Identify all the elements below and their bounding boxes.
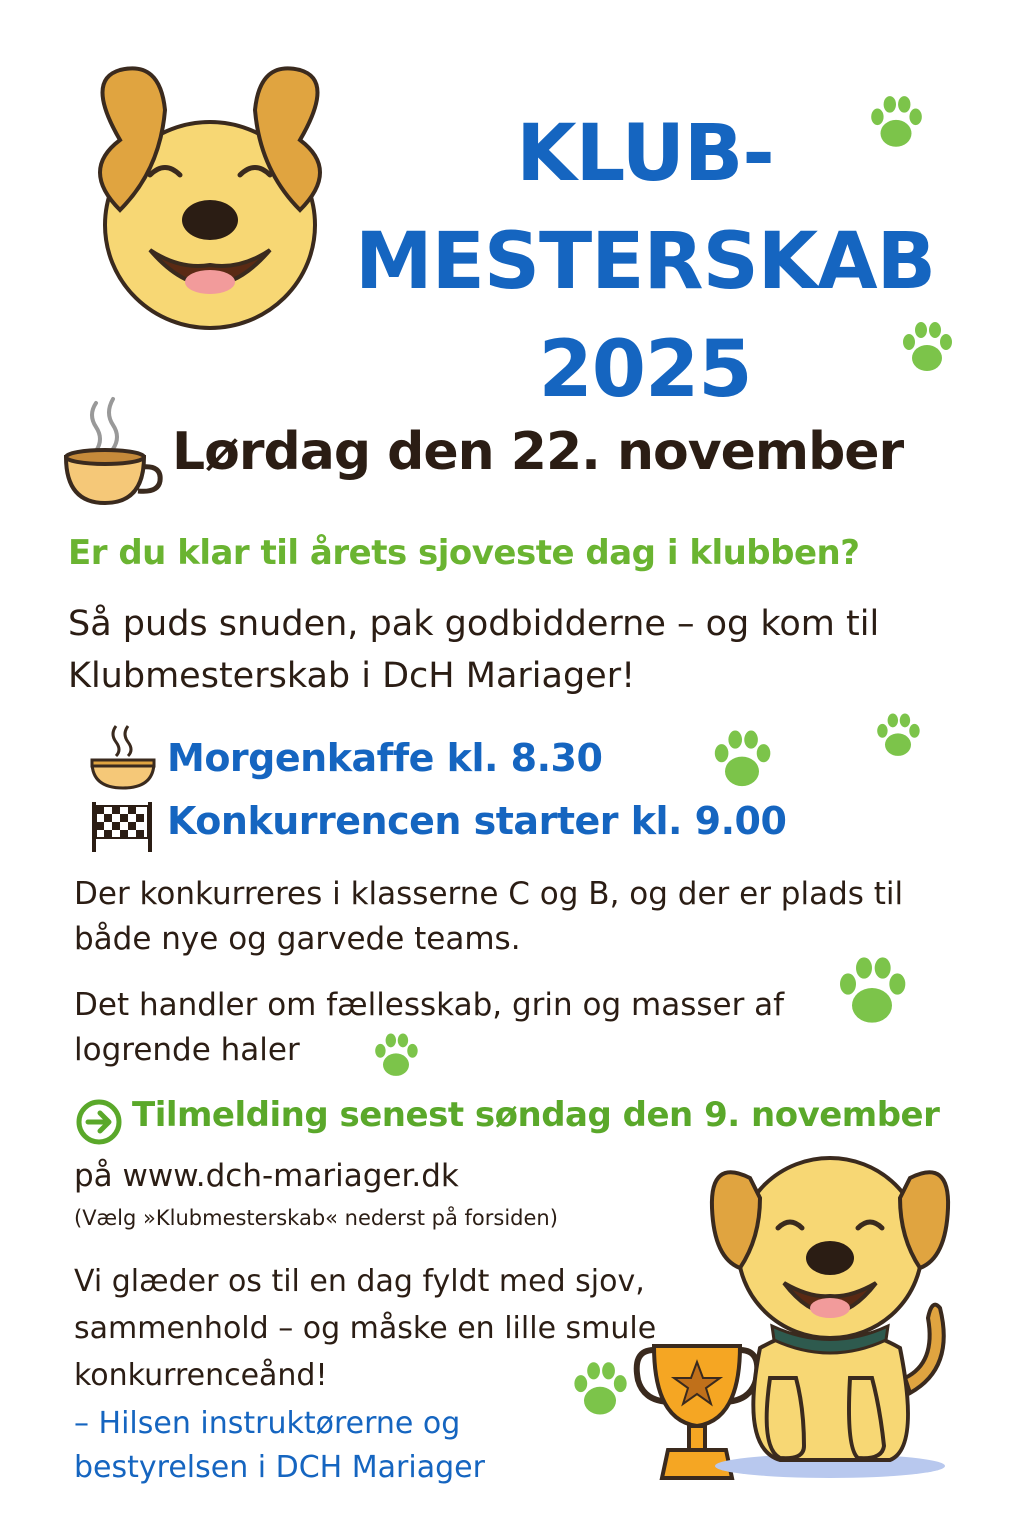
closing-text: Vi glæder os til en dag fyldt med sjov, sammenhold – og måske en lille smule konkurrenceånd! [74, 1264, 657, 1393]
coffee-bowl-icon [88, 722, 158, 792]
event-date: Lørdag den 22. november [172, 422, 904, 482]
registration-url[interactable]: på www.dch-mariager.dk [74, 1158, 459, 1194]
page-title [345, 100, 945, 424]
schedule-item-coffee: Morgenkaffe kl. 8.30 [167, 736, 603, 780]
finish-flag-icon [90, 800, 154, 854]
paw-print-icon [865, 92, 927, 154]
paw-print-icon [897, 318, 957, 378]
paragraph-fun: Det handler om fællesskab, grin og masser af logrende haler [74, 987, 785, 1068]
registration-note: (Vælg »Klubmesterskab« nederst på forsiden) [74, 1206, 558, 1230]
paw-print-icon [708, 726, 776, 794]
schedule-item-start: Konkurrencen starter kl. 9.00 [167, 799, 787, 843]
paw-print-icon [832, 952, 912, 1032]
title-line-3: 2025 [538, 325, 752, 415]
dog-head-illustration [65, 60, 355, 335]
intro-text: Så puds snuden, pak godbidderne – og kom til Klubmesterskab i DcH Mariager! [68, 604, 880, 696]
paw-print-icon [872, 710, 924, 762]
title-line-1: KLUB- [516, 109, 774, 199]
signature: – Hilsen instruktørerne og bestyrelsen i DCH Mariager [74, 1406, 485, 1485]
arrow-circle-icon [74, 1097, 124, 1147]
paragraph-classes: Der konkurreres i klasserne C og B, og der er plads til både nye og garvede teams. [74, 876, 904, 957]
registration-heading: Tilmelding senest søndag den 9. november [132, 1095, 940, 1135]
question-heading: Er du klar til årets sjoveste dag i klubben? [68, 533, 860, 573]
sitting-dog-illustration [700, 1148, 960, 1483]
coffee-cup-icon [58, 395, 166, 507]
title-line-2: MESTERSKAB [354, 217, 936, 307]
